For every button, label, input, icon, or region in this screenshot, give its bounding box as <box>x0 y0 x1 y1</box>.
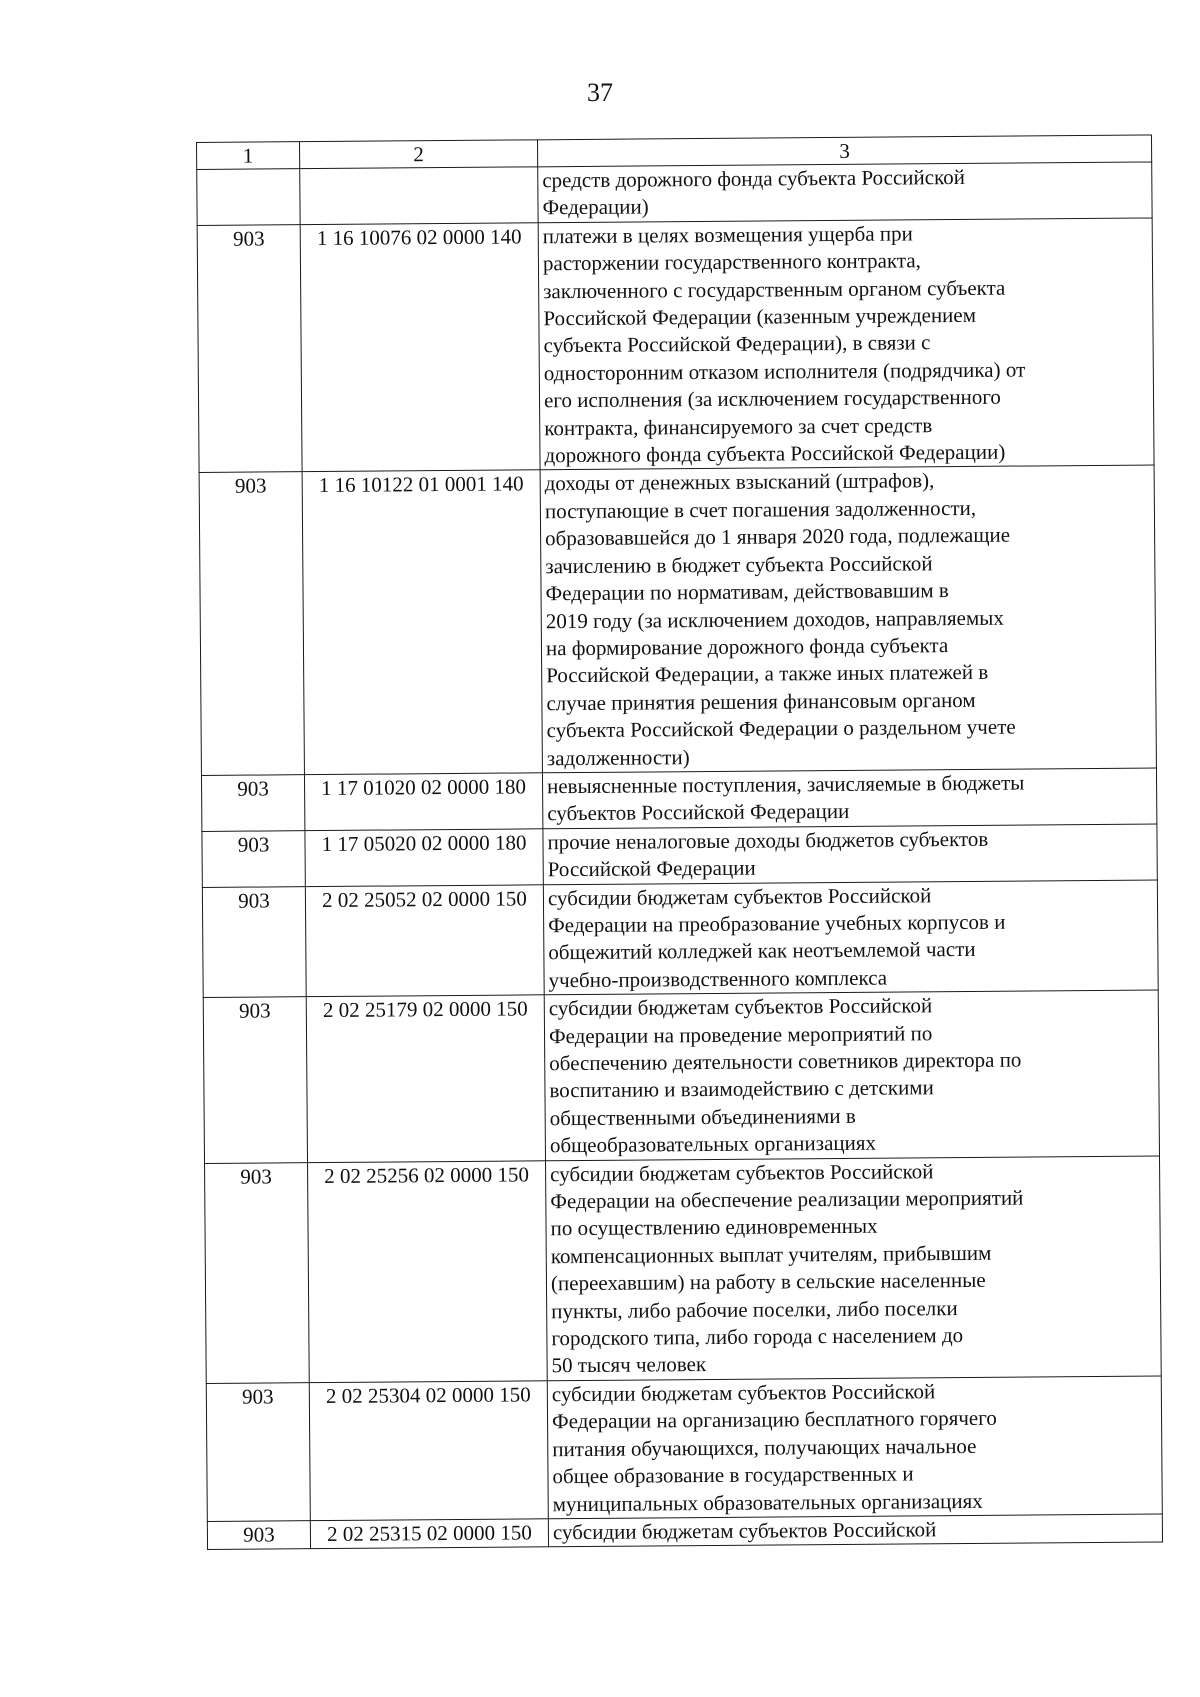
budget-classification-code-cell: 1 16 10122 01 0001 140 <box>302 470 542 774</box>
column-header-1: 1 <box>197 142 300 170</box>
page-number: 37 <box>587 78 613 107</box>
description-line: Российской Федерации <box>547 855 756 882</box>
table-row <box>207 1514 1162 1550</box>
description-line: по осуществлению единовременных <box>550 1214 878 1241</box>
budget-classification-code-cell: 1 16 10076 02 0000 140 <box>300 223 540 473</box>
budget-classification-code-cell: 2 02 25179 02 0000 150 <box>306 995 545 1162</box>
description-line: расторжении государственного контракта, <box>542 248 921 276</box>
description-line: субсидии бюджетам субъектов Российской <box>550 1158 934 1186</box>
admin-code-cell: 903 <box>202 886 306 997</box>
description-line: общеобразовательных организациях <box>549 1130 877 1158</box>
column-header-2: 2 <box>300 140 538 169</box>
description-line: 50 тысяч человек <box>551 1352 707 1378</box>
table-row <box>203 990 1159 1163</box>
revenue-description-cell <box>544 990 1159 1160</box>
table-row <box>205 1156 1162 1384</box>
revenue-description-cell <box>543 824 1157 885</box>
description-line: доходы от денежных взысканий (штрафов), <box>544 468 935 496</box>
description-line: (переехавшим) на работу в сельские населенные <box>550 1268 986 1296</box>
description-line: Российской Федерации (казенным учреждением <box>543 302 977 331</box>
description-line: 2019 году (за исключением доходов, направляемых <box>545 605 1004 633</box>
budget-classification-code-cell: 1 17 01020 02 0000 180 <box>304 773 542 831</box>
table-row <box>199 465 1156 775</box>
description-line: питания обучающихся, получающих начальное <box>552 1433 977 1461</box>
table-row <box>206 1376 1162 1522</box>
admin-code-cell: 903 <box>201 775 304 832</box>
description-line: субъектов Российской Федерации <box>547 799 850 826</box>
description-line: общественными объединениями в <box>549 1103 856 1131</box>
description-line: воспитанию и взаимодействию с детскими <box>549 1075 934 1103</box>
budget-classification-code-cell <box>300 167 538 225</box>
description-line: заключенного с государственным органом субъекта <box>543 275 1006 303</box>
budget-classification-code-cell: 2 02 25052 02 0000 150 <box>305 884 544 996</box>
admin-code-cell: 903 <box>202 830 305 887</box>
description-line: зачислению в бюджет субъекта Российской <box>545 550 933 578</box>
table-row <box>201 768 1156 831</box>
description-line: субъекта Российской Федерации о раздельном учете <box>546 714 1016 743</box>
description-line: субсидии бюджетам субъектов Российской <box>552 1517 937 1545</box>
description-line: Федерации на организацию бесплатного горячего <box>551 1406 997 1434</box>
description-line: Федерации на проведение мероприятий по <box>548 1020 933 1048</box>
description-line: образовавшейся до 1 января 2020 года, подлежащие <box>545 522 1011 551</box>
table-body <box>197 162 1163 1550</box>
description-line: задолженности) <box>546 744 690 770</box>
description-line: средств дорожного фонда субъекта Российской <box>542 164 966 193</box>
description-line: односторонним отказом исполнителя (подрядчика) от <box>543 357 1026 386</box>
description-line: платежи в целях возмещения ущерба при <box>542 221 913 249</box>
revenue-description-cell <box>547 1376 1162 1519</box>
description-line: учебно-производственного комплекса <box>548 965 888 993</box>
budget-classification-code-cell: 2 02 25304 02 0000 150 <box>309 1381 548 1521</box>
budget-classification-code-cell: 1 17 05020 02 0000 180 <box>305 829 543 887</box>
budget-classification-code-cell: 2 02 25256 02 0000 150 <box>308 1160 548 1382</box>
description-line: невыясненные поступления, зачисляемые в бюджеты <box>546 770 1025 799</box>
revenue-description-cell <box>542 768 1156 829</box>
admin-code-cell: 903 <box>206 1383 310 1522</box>
description-line: Федерации на обеспечение реализации мероприятий <box>550 1185 1024 1214</box>
revenue-description-cell <box>540 465 1156 772</box>
admin-code-cell: 903 <box>205 1162 310 1383</box>
column-header-3: 3 <box>537 135 1151 167</box>
description-line: Федерации) <box>542 194 649 220</box>
revenue-description-cell <box>538 162 1152 223</box>
revenue-codes-table <box>196 134 1163 1550</box>
budget-classification-code-cell: 2 02 25315 02 0000 150 <box>310 1519 548 1549</box>
revenue-codes-table-wrapper <box>196 134 1162 1550</box>
description-line: общежитий колледжей как неотъемлемой части <box>548 937 976 965</box>
admin-code-cell <box>197 169 300 226</box>
table-row <box>202 824 1157 887</box>
description-line: контракта, финансируемого за счет средств <box>544 412 933 440</box>
description-line: прочие неналоговые доходы бюджетов субъектов <box>547 826 989 855</box>
description-line: субсидии бюджетам субъектов Российской <box>547 882 932 910</box>
description-line: субсидии бюджетам субъектов Российской <box>551 1379 936 1407</box>
description-line: поступающие в счет погашения задолженности, <box>544 495 977 524</box>
revenue-description-cell <box>543 880 1158 995</box>
description-line: дорожного фонда субъекта Российской Федерации) <box>544 439 1006 468</box>
description-line: Российской Федерации, а также иных платежей в <box>546 660 989 688</box>
description-line: общее образование в государственных и <box>552 1461 914 1489</box>
description-line: пункты, либо рабочие поселки, либо поселки <box>551 1295 958 1323</box>
description-line: субъекта Российской Федерации), в связи с <box>543 330 931 358</box>
table-row <box>197 218 1154 473</box>
description-line: случае принятия решения финансовым органом <box>546 687 976 715</box>
revenue-description-cell <box>548 1514 1162 1547</box>
description-line: Федерации по нормативам, действовавшим в <box>545 578 949 606</box>
admin-code-cell: 903 <box>197 224 302 472</box>
table-row <box>202 880 1158 998</box>
description-line: обеспечению деятельности советников директора по <box>549 1047 1022 1076</box>
description-line: городского типа, либо города с населением до <box>551 1323 964 1351</box>
description-line: на формирование дорожного фонда субъекта <box>545 633 949 661</box>
description-line: субсидии бюджетам субъектов Российской <box>548 993 933 1021</box>
description-line: муниципальных образовательных организациях <box>552 1488 983 1516</box>
admin-code-cell: 903 <box>207 1521 310 1550</box>
admin-code-cell: 903 <box>203 997 307 1163</box>
revenue-description-cell <box>546 1156 1162 1381</box>
revenue-description-cell <box>538 218 1154 470</box>
description-line: компенсационных выплат учителям, прибывшим <box>550 1240 992 1269</box>
table-row <box>197 162 1152 225</box>
description-line: его исполнения (за исключением государственного <box>543 384 1001 413</box>
admin-code-cell: 903 <box>199 472 304 775</box>
description-line: Федерации на преобразование учебных корпусов и <box>548 909 1006 938</box>
